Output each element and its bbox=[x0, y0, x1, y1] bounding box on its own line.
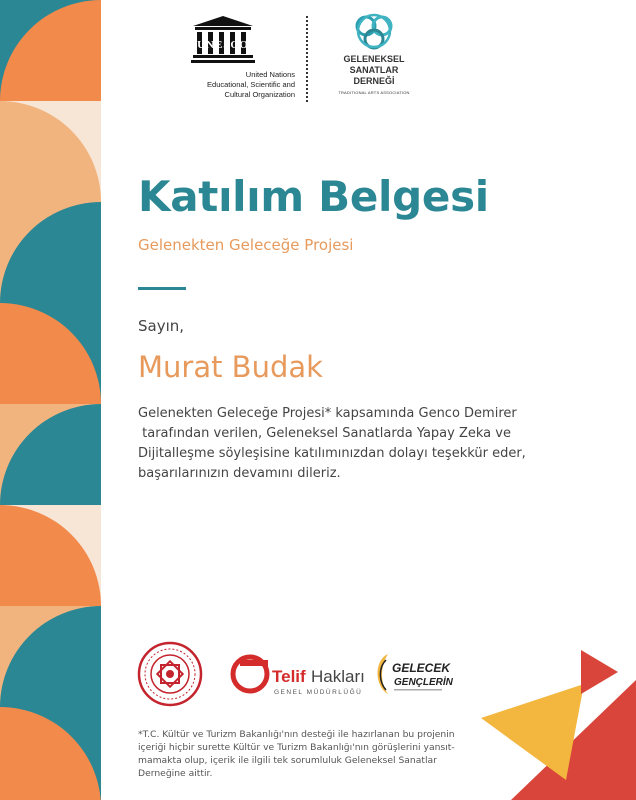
certificate-message bbox=[138, 404, 538, 484]
greeting: Sayın, bbox=[138, 317, 185, 335]
decorative-strip bbox=[0, 0, 101, 800]
message-line: Dijitalleşme söyleşisine katılımınızdan dolayı teşekkür eder, bbox=[138, 446, 526, 461]
recipient-name: Murat Budak bbox=[138, 350, 323, 384]
gelecek-text: GELECEK bbox=[392, 661, 451, 675]
gsd-name-line: GELENEKSEL bbox=[343, 54, 405, 64]
gsd-logo bbox=[319, 12, 429, 102]
ministry-seal-icon bbox=[139, 643, 201, 705]
unesco-line: United Nations bbox=[245, 70, 295, 79]
unesco-caption bbox=[151, 70, 295, 100]
gsd-tagline: TRADITIONAL ARTS ASSOCIATION bbox=[338, 90, 410, 95]
pattern-tile bbox=[0, 101, 101, 202]
header-logos bbox=[151, 12, 441, 102]
title-underline bbox=[138, 287, 186, 290]
message-line: başarılarınızın devamını dileriz. bbox=[138, 466, 341, 481]
certificate-subtitle: Gelenekten Geleceğe Projesi bbox=[138, 236, 354, 254]
pattern-tile bbox=[0, 404, 101, 505]
footnote-line: mamakta olup, içerik ile ilgili tek sorumluluk Geleneksel Sanatlar bbox=[138, 755, 437, 766]
logo-divider bbox=[306, 16, 308, 102]
gsd-name-line: DERNEĞİ bbox=[353, 76, 395, 86]
telif-subtext: GENEL MÜDÜRLÜĞÜ bbox=[274, 689, 363, 696]
footnote-line: Derneğine aittir. bbox=[138, 768, 213, 779]
unesco-temple-icon bbox=[151, 12, 301, 70]
haklari-text: Hakları bbox=[311, 667, 365, 686]
telif-text: Telif bbox=[272, 667, 306, 686]
genclerin-text: GENÇLERİN bbox=[394, 677, 453, 688]
pattern-tile bbox=[0, 303, 101, 404]
unesco-logo bbox=[151, 12, 301, 102]
footnote-line: *T.C. Kültür ve Turizm Bakanlığı'nın desteği ile hazırlanan bu projenin bbox=[138, 729, 455, 740]
certificate-title: Katılım Belgesi bbox=[138, 172, 489, 221]
svg-text:UNESCO: UNESCO bbox=[197, 39, 249, 51]
pattern-tile bbox=[0, 707, 101, 800]
message-line: tarafından verilen, Geleneksel Sanatlarda Yapay Zeka ve bbox=[138, 426, 511, 441]
pattern-tile bbox=[0, 606, 101, 707]
message-line: Gelenekten Geleceğe Projesi* kapsamında Genco Demirer bbox=[138, 406, 517, 421]
gsd-name bbox=[319, 54, 429, 87]
pattern-tile bbox=[0, 505, 101, 606]
gsd-name-line: SANATLAR bbox=[349, 65, 399, 75]
telif-haklari-logo bbox=[233, 657, 365, 696]
unesco-line: Educational, Scientific and bbox=[207, 80, 295, 89]
footnote-line: içeriği hiçbir surette Kültür ve Turizm Bakanlığı'nın görüşlerini yansıt- bbox=[138, 742, 455, 753]
pattern-tile bbox=[0, 202, 101, 303]
decorative-corner bbox=[406, 630, 636, 800]
pattern-tile bbox=[0, 0, 101, 101]
gsd-emblem-icon bbox=[319, 12, 429, 54]
unesco-line: Cultural Organization bbox=[224, 90, 295, 99]
